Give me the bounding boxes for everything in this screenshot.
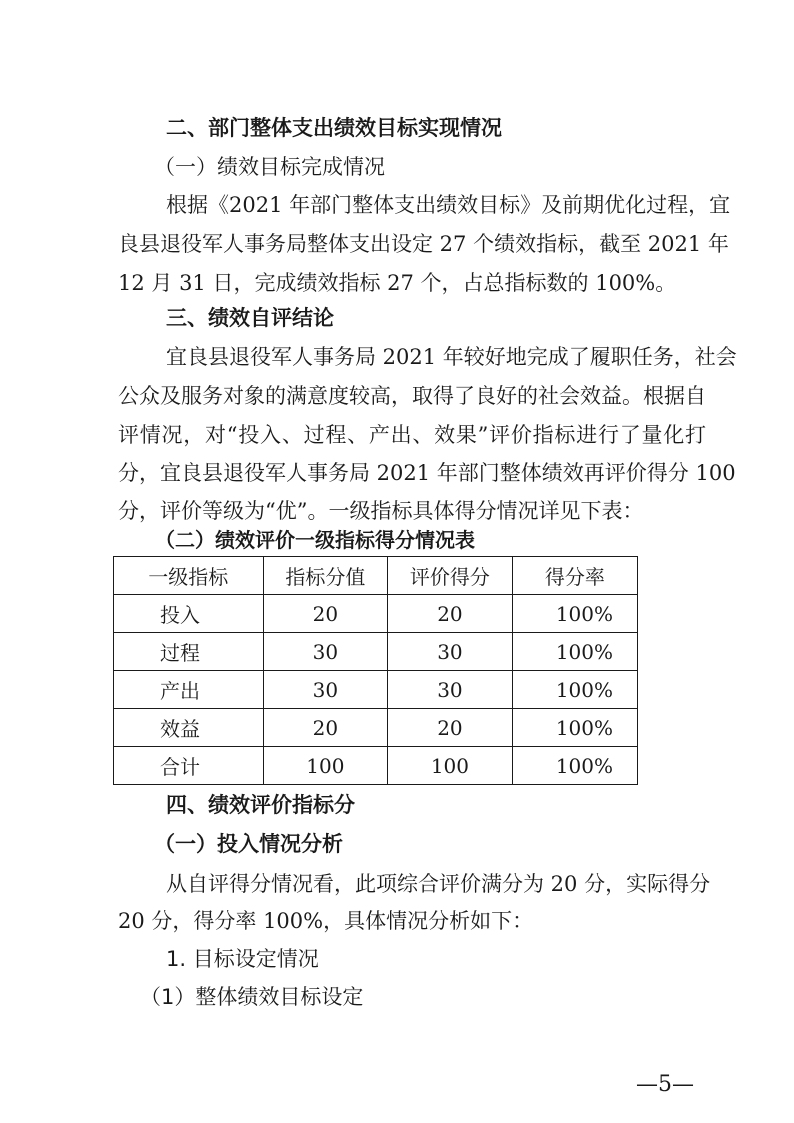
- table-cell: 效益: [114, 709, 264, 747]
- table-cell: 30: [263, 671, 388, 709]
- table-cell: 合计: [114, 747, 264, 785]
- table-cell: 100%: [512, 709, 637, 747]
- table-cell: 30: [263, 633, 388, 671]
- table-cell: 20: [388, 595, 513, 633]
- para2-line4: 分，宜良县退役军人事务局 2021 年部门整体绩效再评价得分 100: [118, 461, 736, 485]
- table-caption: （二）绩效评价一级指标得分情况表: [155, 528, 475, 552]
- table-cell: 100: [388, 747, 513, 785]
- sub2-heading: （一）投入情况分析: [154, 832, 343, 856]
- table-cell: 产出: [114, 671, 264, 709]
- para1-line2: 良县退役军人事务局整体支出设定 27 个绩效指标，截至 2021 年: [118, 232, 729, 256]
- table-cell: 30: [388, 633, 513, 671]
- table-cell: 100%: [512, 671, 637, 709]
- table-cell: 100%: [512, 747, 637, 785]
- table-row-total: [114, 747, 638, 785]
- table-cell: 20: [263, 709, 388, 747]
- table-cell: 过程: [114, 633, 264, 671]
- header-cell: 指标分值: [263, 557, 388, 595]
- para2-line3: 评情况，对“投入、过程、产出、效果”评价指标进行了量化打: [118, 423, 706, 447]
- item1-heading: 1. 目标设定情况: [166, 947, 319, 971]
- table-cell: 100%: [512, 633, 637, 671]
- table-cell: 100%: [512, 595, 637, 633]
- table-row: [114, 595, 638, 633]
- para3-line2: 20 分，得分率 100%，具体情况分析如下：: [118, 909, 534, 933]
- section3-heading: 三、绩效自评结论: [166, 306, 334, 330]
- score-table: [113, 556, 638, 785]
- table-row: [114, 709, 638, 747]
- para1-line3: 12 月 31 日，完成绩效指标 27 个，占总指标数的 100%。: [118, 271, 677, 295]
- para2-line1: 宜良县退役军人事务局 2021 年较好地完成了履职任务，社会: [166, 345, 737, 369]
- table-cell: 100: [263, 747, 388, 785]
- section4-heading: 四、绩效评价指标分: [166, 793, 355, 817]
- table-row: [114, 633, 638, 671]
- table-row: [114, 671, 638, 709]
- para3-line1: 从自评得分情况看，此项综合评价满分为 20 分，实际得分: [166, 872, 711, 896]
- header-cell: 得分率: [512, 557, 637, 595]
- para1-line1: 根据《2021 年部门整体支出绩效目标》及前期优化过程，宜: [166, 193, 731, 217]
- para2-line5: 分，评价等级为“优”。一级指标具体得分情况详见下表：: [118, 499, 644, 523]
- page-number: —5—: [636, 1072, 694, 1097]
- para2-line2: 公众及服务对象的满意度较高，取得了良好的社会效益。根据自: [118, 384, 706, 408]
- table-cell: 投入: [114, 595, 264, 633]
- section2-heading: 二、部门整体支出绩效目标实现情况: [166, 116, 502, 140]
- header-cell: 一级指标: [114, 557, 264, 595]
- table-header-row: [114, 557, 638, 595]
- table-cell: 20: [388, 709, 513, 747]
- table-cell: 20: [263, 595, 388, 633]
- sub1-heading: （一）绩效目标完成情况: [154, 155, 385, 179]
- table-cell: 30: [388, 671, 513, 709]
- header-cell: 评价得分: [388, 557, 513, 595]
- item1-1-heading: （1）整体绩效目标设定: [140, 985, 364, 1009]
